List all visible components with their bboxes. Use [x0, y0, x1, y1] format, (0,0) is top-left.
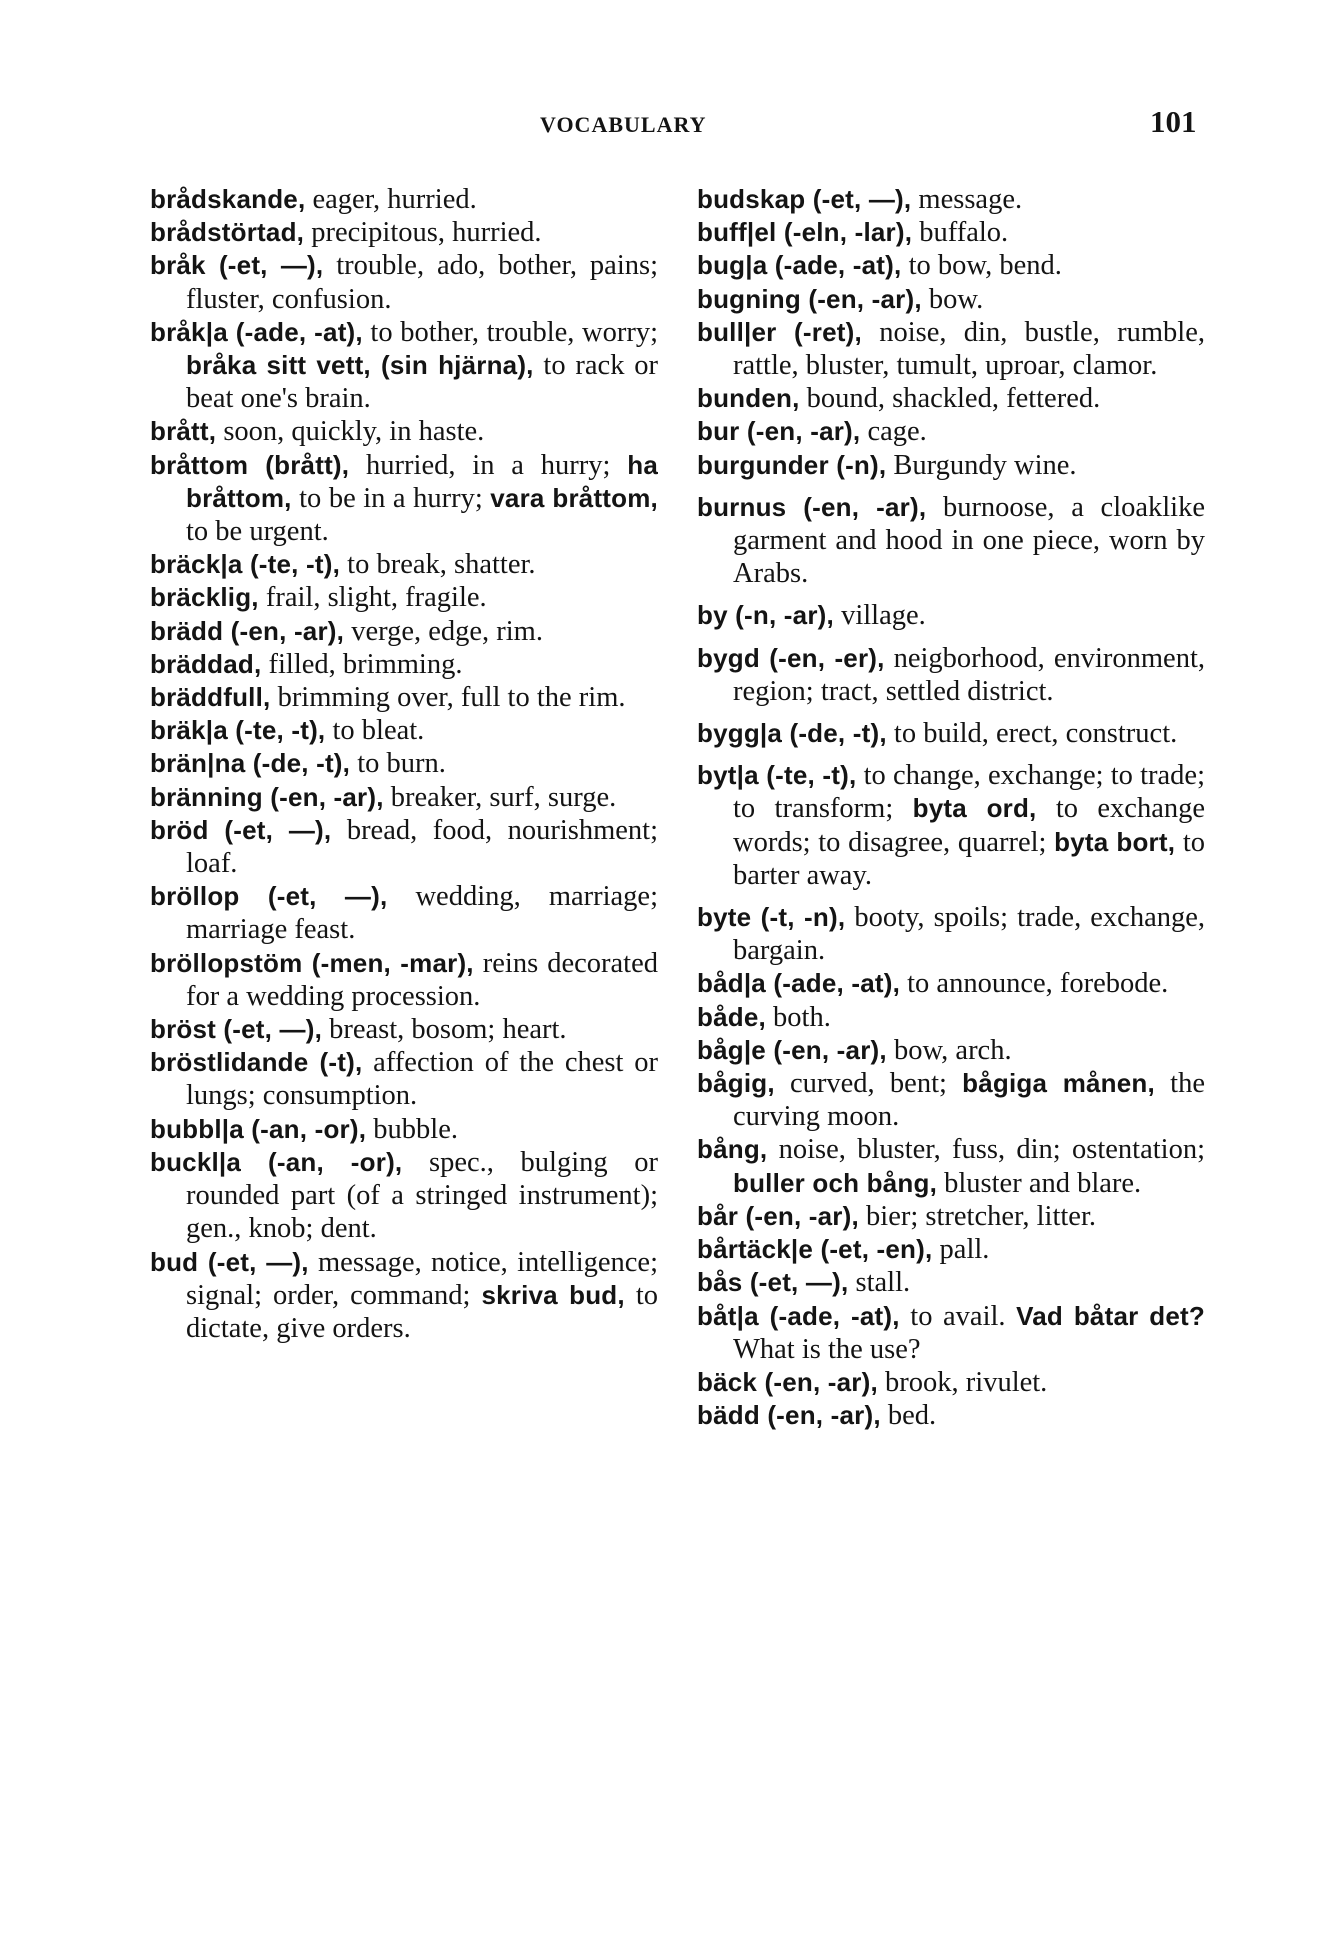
definition-text: bier; stretcher, litter.	[858, 1200, 1096, 1232]
dictionary-entry	[697, 1034, 1205, 1067]
headword: både,	[697, 1001, 766, 1032]
dictionary-entry	[150, 648, 658, 681]
headword: buckl|a (-an, -or),	[150, 1146, 403, 1177]
dictionary-entry	[697, 1067, 1205, 1133]
headword: brädd (-en, -ar),	[150, 615, 345, 646]
headword: buff|el (-eln, -lar),	[697, 217, 913, 248]
dictionary-entry	[697, 642, 1205, 708]
headword: bräcklig,	[150, 582, 259, 613]
dictionary-entry	[150, 415, 658, 448]
definition-text: pall.	[932, 1234, 990, 1266]
definition-text: curved, bent;	[774, 1068, 963, 1100]
dictionary-entry	[150, 615, 658, 648]
definition-text: to break, shatter.	[340, 549, 536, 581]
headword: bäck (-en, -ar),	[697, 1366, 878, 1397]
definition-text: noise, din, bustle, rumble, rattle, bluster, tumult, uproar, clamor.	[733, 316, 1205, 382]
definition-text: to build, erect, construct.	[886, 718, 1178, 750]
definition-text: verge, edge, rim.	[344, 615, 543, 647]
dictionary-entry	[150, 183, 658, 216]
definition-text: breast, bosom; heart.	[322, 1014, 567, 1046]
headword: bygg|a (-de, -t),	[697, 718, 887, 749]
definition-text: Burgundy wine.	[886, 449, 1077, 481]
page-number: 101	[1150, 104, 1197, 139]
dictionary-entry	[697, 1366, 1205, 1399]
headword: bur (-en, -ar),	[697, 416, 861, 447]
running-head: VOCABULARY	[540, 112, 707, 137]
bold-phrase: byta ord,	[912, 793, 1037, 824]
headword: bågig,	[697, 1068, 775, 1099]
dictionary-entry	[697, 901, 1205, 967]
headword: bråk|a (-ade, -at),	[150, 316, 363, 347]
dictionary-entry	[697, 717, 1205, 750]
dictionary-entry	[150, 1146, 658, 1246]
bold-phrase: buller och bång,	[733, 1167, 937, 1198]
dictionary-entry	[150, 1046, 658, 1112]
definition-text: to barter away.	[733, 826, 1205, 891]
definition-text: burnoose, a cloaklike garment and hood in one piece, worn by Arabs.	[733, 491, 1206, 590]
dictionary-entry	[150, 581, 658, 614]
dictionary-entry	[150, 714, 658, 747]
headword: bud (-et, —),	[150, 1246, 309, 1277]
dictionary-entry	[150, 249, 658, 315]
headword: bråttom (brått),	[150, 449, 350, 480]
definition-text: brimming over, full to the rim.	[270, 682, 626, 714]
dictionary-entry	[150, 1013, 658, 1046]
definition-text: breaker, surf, surge.	[383, 781, 617, 813]
definition-text: hurried, in a hurry;	[349, 449, 628, 481]
definition-text: to exchange words; to disagree, quarrel;	[733, 793, 1205, 858]
definition-text: soon, quickly, in haste.	[216, 416, 485, 448]
definition-text: to avail.	[899, 1300, 1017, 1332]
headword: bröst (-et, —),	[150, 1014, 322, 1045]
headword: bug|a (-ade, -at),	[697, 250, 902, 281]
bold-phrase: Vad båtar det?	[1016, 1300, 1205, 1331]
headword: bröllopstöm (-men, -mar),	[150, 947, 474, 978]
headword: bull|er (-ret),	[697, 316, 862, 347]
dictionary-entry	[150, 548, 658, 581]
dictionary-entry	[150, 1246, 658, 1346]
definition-text: to change, exchange; to trade; to transform;	[733, 760, 1205, 825]
definition-text: to be urgent.	[186, 516, 329, 548]
dictionary-entry	[150, 681, 658, 714]
dictionary-entry	[697, 316, 1205, 382]
headword: båg|e (-en, -ar),	[697, 1034, 887, 1065]
headword: burgunder (-n),	[697, 449, 887, 480]
definition-text: trouble, ado, bother, pains; fluster, confusion.	[186, 250, 658, 315]
dictionary-entry	[697, 599, 1205, 632]
headword: bräddfull,	[150, 682, 271, 713]
definition-text: bread, food, nourishment; loaf.	[186, 814, 658, 880]
definition-text: to burn.	[350, 748, 446, 780]
headword: bräk|a (-te, -t),	[150, 715, 326, 746]
definition-text: to be in a hurry;	[291, 482, 491, 514]
definition-text: bluster and blare.	[937, 1167, 1142, 1199]
bold-phrase: skriva bud,	[481, 1279, 625, 1310]
bold-phrase: bråka sitt vett, (sin hjärna),	[186, 350, 534, 381]
dictionary-entry	[697, 183, 1205, 216]
definition-text: bow, arch.	[886, 1034, 1012, 1066]
dictionary-entry	[697, 1233, 1205, 1266]
definition-text: message, notice, intelligence; signal; order, command;	[186, 1246, 658, 1311]
definition-text: spec., bulging or rounded part (of a stringed instrument); gen., knob; dent.	[186, 1146, 659, 1245]
dictionary-entry	[697, 1200, 1205, 1233]
definition-text: bubble.	[366, 1113, 458, 1145]
dictionary-entry	[150, 814, 658, 880]
definition-text: to bother, trouble, worry;	[362, 316, 659, 348]
definition-text: bow.	[921, 283, 984, 315]
headword: bråk (-et, —),	[150, 250, 324, 281]
headword: bröllop (-et, —),	[150, 881, 388, 912]
dictionary-entry	[150, 449, 658, 549]
definition-text: precipitous, hurried.	[304, 217, 542, 249]
definition-text: affection of the chest or lungs; consumption.	[186, 1047, 658, 1112]
definition-text: noise, bluster, fuss, din; ostentation;	[767, 1134, 1205, 1166]
dictionary-entry	[150, 1113, 658, 1146]
headword: bås (-et, —),	[697, 1267, 849, 1298]
dictionary-entry	[697, 449, 1205, 482]
definition-text: the curving moon.	[733, 1068, 1206, 1133]
headword: bräddad,	[150, 648, 262, 679]
dictionary-entry	[150, 216, 658, 249]
dictionary-entry	[697, 1133, 1205, 1199]
dictionary-entry	[697, 1001, 1205, 1034]
dictionary-entry	[697, 967, 1205, 1000]
headword: byte (-t, -n),	[697, 902, 846, 933]
headword: brådskande,	[150, 184, 306, 214]
bold-phrase: bågiga månen,	[962, 1068, 1155, 1099]
headword: bröstlidande (-t),	[150, 1047, 363, 1078]
headword: bränning (-en, -ar),	[150, 781, 384, 812]
definition-text: neigborhood, environment, region; tract, settled district.	[733, 642, 1205, 707]
headword: brän|na (-de, -t),	[150, 748, 351, 779]
headword: byt|a (-te, -t),	[697, 760, 857, 791]
left-column	[150, 183, 658, 1345]
headword: bubbl|a (-an, -or),	[150, 1113, 367, 1144]
headword: bång,	[697, 1134, 768, 1165]
headword: båd|a (-ade, -at),	[697, 968, 901, 999]
headword: burnus (-en, -ar),	[697, 491, 927, 522]
headword: budskap (-et, —),	[697, 184, 912, 214]
definition-text: to rack or beat one's brain.	[186, 350, 658, 415]
headword: bröd (-et, —),	[150, 814, 332, 845]
definition-text: both.	[765, 1001, 831, 1033]
definition-text: to bow, bend.	[901, 250, 1062, 282]
definition-text: bed.	[880, 1400, 937, 1432]
headword: bugning (-en, -ar),	[697, 283, 922, 314]
definition-text: brook, rivulet.	[877, 1366, 1048, 1398]
definition-text: to bleat.	[325, 715, 425, 747]
headword: brådstörtad,	[150, 217, 305, 248]
dictionary-entry	[150, 781, 658, 814]
dictionary-entry	[150, 316, 658, 416]
dictionary-entry	[697, 1266, 1205, 1299]
definition-text: to dictate, give orders.	[186, 1279, 658, 1344]
dictionary-entry	[150, 747, 658, 780]
right-column	[697, 183, 1205, 1432]
dictionary-entry	[150, 947, 658, 1013]
dictionary-entry	[697, 491, 1205, 591]
definition-text: reins decorated for a wedding procession.	[186, 947, 658, 1012]
dictionary-entry	[697, 283, 1205, 316]
dictionary-entry	[697, 249, 1205, 282]
definition-text: eager, hurried.	[305, 184, 477, 215]
dictionary-entry	[697, 216, 1205, 249]
definition-text: to announce, forebode.	[900, 968, 1169, 1000]
bold-phrase: ha bråttom,	[186, 449, 658, 513]
definition-text: buffalo.	[912, 217, 1009, 249]
headword: by (-n, -ar),	[697, 600, 834, 631]
dictionary-entry	[697, 1399, 1205, 1432]
definition-text: frail, slight, fragile.	[258, 582, 487, 614]
headword: bårtäck|e (-et, -en),	[697, 1234, 933, 1265]
headword: båt|a (-ade, -at),	[697, 1300, 900, 1331]
definition-text: What is the use?	[733, 1333, 921, 1365]
dictionary-entry	[697, 1300, 1205, 1366]
headword: bädd (-en, -ar),	[697, 1400, 881, 1431]
definition-text: message.	[911, 184, 1023, 215]
definition-text: stall.	[848, 1267, 911, 1299]
headword: bår (-en, -ar),	[697, 1200, 859, 1231]
headword: bunden,	[697, 383, 800, 414]
definition-text: wedding, marriage; marriage feast.	[186, 881, 658, 946]
dictionary-entry	[697, 415, 1205, 448]
definition-text: cage.	[860, 416, 927, 448]
dictionary-entry	[150, 880, 658, 946]
dictionary-entry	[697, 382, 1205, 415]
definition-text: booty, spoils; trade, exchange, bargain.	[733, 902, 1206, 967]
definition-text: bound, shackled, fettered.	[799, 383, 1101, 415]
headword: bygd (-en, -er),	[697, 642, 885, 673]
headword: bräck|a (-te, -t),	[150, 549, 341, 580]
bold-phrase: vara bråttom,	[490, 482, 658, 513]
headword: brått,	[150, 416, 217, 447]
definition-text: filled, brimming.	[261, 648, 463, 680]
dictionary-entry	[697, 759, 1205, 892]
definition-text: village.	[833, 600, 926, 632]
bold-phrase: byta bort,	[1054, 826, 1176, 857]
